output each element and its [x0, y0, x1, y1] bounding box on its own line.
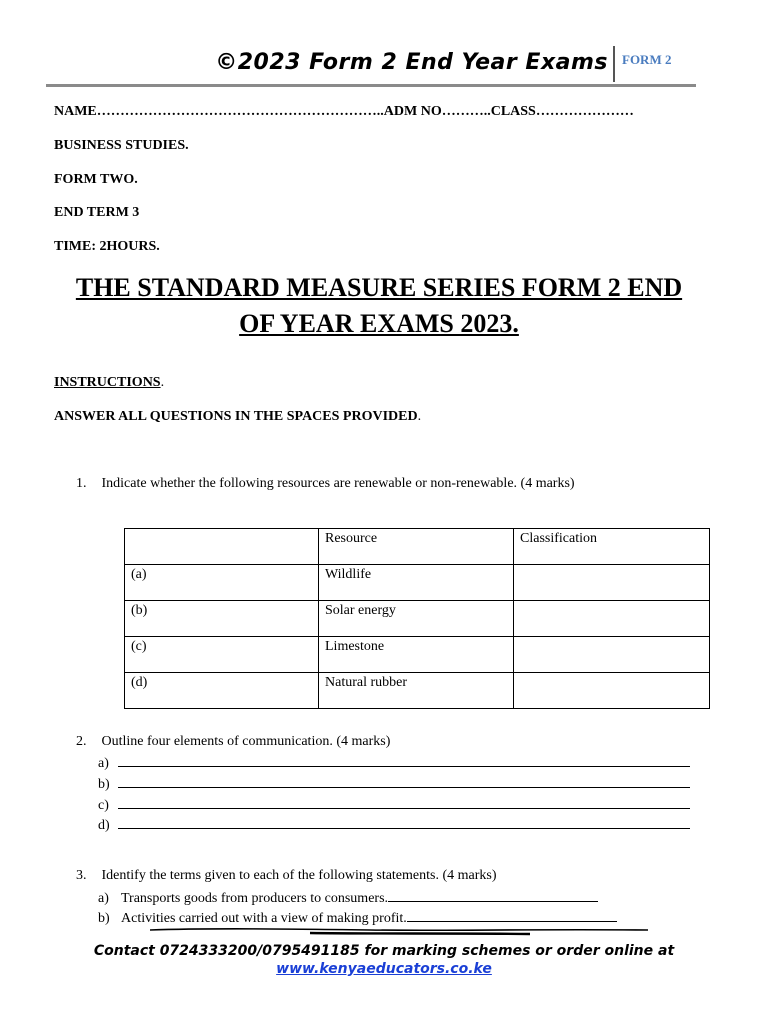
table-cell: Wildlife — [319, 565, 514, 601]
exam-title-line-1: THE STANDARD MEASURE SERIES FORM 2 END — [75, 273, 683, 302]
answer-cell[interactable] — [514, 601, 710, 637]
header-form-label: FORM 2 — [622, 52, 672, 67]
table-header-cell: Classification — [514, 529, 710, 565]
instructions-row: ANSWER ALL QUESTIONS IN THE SPACES PROVIDED. — [54, 409, 422, 424]
page-header — [46, 44, 696, 87]
statement-row — [98, 889, 598, 907]
question-number: 3. — [76, 868, 87, 883]
table-header-row — [125, 529, 710, 565]
answer-label: b) — [98, 777, 110, 792]
scribble-mark — [150, 924, 650, 938]
answer-line[interactable] — [118, 816, 690, 829]
table-cell: Limestone — [319, 637, 514, 673]
question-number: 2. — [76, 734, 87, 749]
question-text: Identify the terms given to each of the following statements. (4 marks) — [101, 868, 497, 883]
question-number: 1. — [76, 476, 87, 491]
question-2 — [76, 734, 390, 750]
table-cell: (d) — [125, 673, 319, 709]
statement-text: Activities carried out with a view of making profit. — [121, 911, 407, 926]
answer-line[interactable] — [118, 775, 690, 788]
exam-title-line-2: OF YEAR EXAMS 2023. — [239, 309, 519, 338]
statement-label: b) — [98, 911, 110, 926]
table-cell: Solar energy — [319, 601, 514, 637]
answer-label: d) — [98, 818, 110, 833]
question-1 — [76, 476, 575, 492]
answer-line[interactable] — [388, 889, 598, 902]
page-footer — [0, 942, 768, 978]
answer-line-row — [98, 796, 690, 814]
table-header-cell: Resource — [319, 529, 514, 565]
instructions-heading: INSTRUCTIONS — [54, 375, 161, 390]
answer-line[interactable] — [407, 909, 617, 922]
answer-cell[interactable] — [514, 565, 710, 601]
table-cell: (a) — [125, 565, 319, 601]
table-row — [125, 565, 710, 601]
resources-table — [124, 528, 710, 709]
question-3 — [76, 868, 497, 884]
table-row — [125, 637, 710, 673]
statement-label: a) — [98, 891, 109, 906]
answer-line-row — [98, 754, 690, 772]
table-header-cell — [125, 529, 319, 565]
statement-text: Transports goods from producers to consumers. — [121, 891, 389, 906]
header-title: ©2023 Form 2 End Year Exams — [215, 50, 608, 75]
answer-line-row — [98, 816, 690, 834]
answer-label: a) — [98, 756, 109, 771]
footer-link[interactable]: www.kenyaeducators.co.ke — [276, 961, 492, 977]
table-row — [125, 601, 710, 637]
table-cell: (c) — [125, 637, 319, 673]
form-line: FORM TWO. — [54, 172, 138, 187]
header-divider — [613, 46, 615, 82]
instructions-heading-row: INSTRUCTIONS. — [54, 375, 165, 390]
subject-line: BUSINESS STUDIES. — [54, 138, 189, 153]
answer-cell[interactable] — [514, 673, 710, 709]
table-cell: (b) — [125, 601, 319, 637]
footer-contact: Contact 0724333200/0795491185 for marking schemes or order online at — [93, 943, 675, 959]
time-line: TIME: 2HOURS. — [54, 239, 160, 254]
question-text: Outline four elements of communication. (4 marks) — [101, 734, 391, 749]
answer-cell[interactable] — [514, 637, 710, 673]
answer-line-row — [98, 775, 690, 793]
answer-line[interactable] — [118, 796, 690, 809]
answer-line[interactable] — [118, 754, 690, 767]
table-row — [125, 673, 710, 709]
question-text: Indicate whether the following resources are renewable or non-renewable. (4 marks) — [101, 476, 575, 491]
student-details-line: NAME……………………………………………………..ADM NO………..CLASS………………… — [54, 104, 634, 119]
instructions-text: ANSWER ALL QUESTIONS IN THE SPACES PROVIDED — [54, 409, 418, 424]
term-line: END TERM 3 — [54, 205, 140, 220]
table-cell: Natural rubber — [319, 673, 514, 709]
exam-title — [40, 270, 718, 342]
answer-label: c) — [98, 798, 109, 813]
